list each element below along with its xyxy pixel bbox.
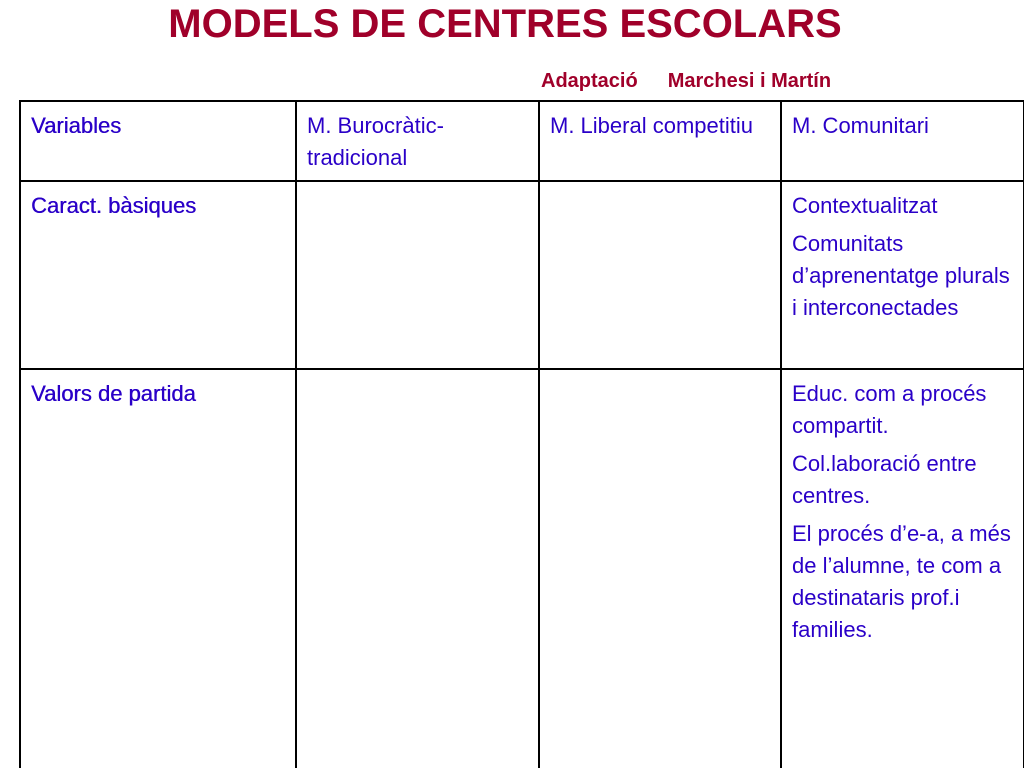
row-label-caract-basiques: Caract. bàsiques <box>20 181 296 369</box>
cell-liberal <box>539 369 781 768</box>
table-row <box>20 181 1024 369</box>
cell-paragraph: Comunitats d’aprenentatge plurals i interconectades <box>792 231 1010 320</box>
cell-paragraph: Educ. com a procés compartit. <box>792 381 987 438</box>
attribution-authors: Marchesi i Martín <box>667 70 832 92</box>
cell-comunitari <box>781 369 1024 768</box>
header-burocratic: M. Burocràtic-tradicional <box>296 101 539 181</box>
slide-title: MODELS DE CENTRES ESCOLARS <box>168 2 842 46</box>
cell-paragraph: Contextualitzat <box>792 193 938 218</box>
table-row <box>20 369 1024 768</box>
header-liberal: M. Liberal competitiu <box>539 101 781 181</box>
cell-burocratic <box>296 369 539 768</box>
attribution-label: Adaptació <box>541 70 638 92</box>
header-comunitari: M. Comunitari <box>781 101 1024 181</box>
cell-paragraph: Col.laboració entre centres. <box>792 451 977 508</box>
cell-burocratic <box>296 181 539 369</box>
table-header-row <box>20 101 1024 181</box>
cell-liberal <box>539 181 781 369</box>
row-label-valors-partida: Valors de partida <box>20 369 296 768</box>
models-table <box>19 100 1024 768</box>
cell-paragraph: El procés d’e-a, a més de l’alumne, te com a destinataris prof.i families. <box>792 521 1011 642</box>
cell-comunitari <box>781 181 1024 369</box>
header-variables: Variables <box>20 101 296 181</box>
attribution <box>541 68 831 94</box>
